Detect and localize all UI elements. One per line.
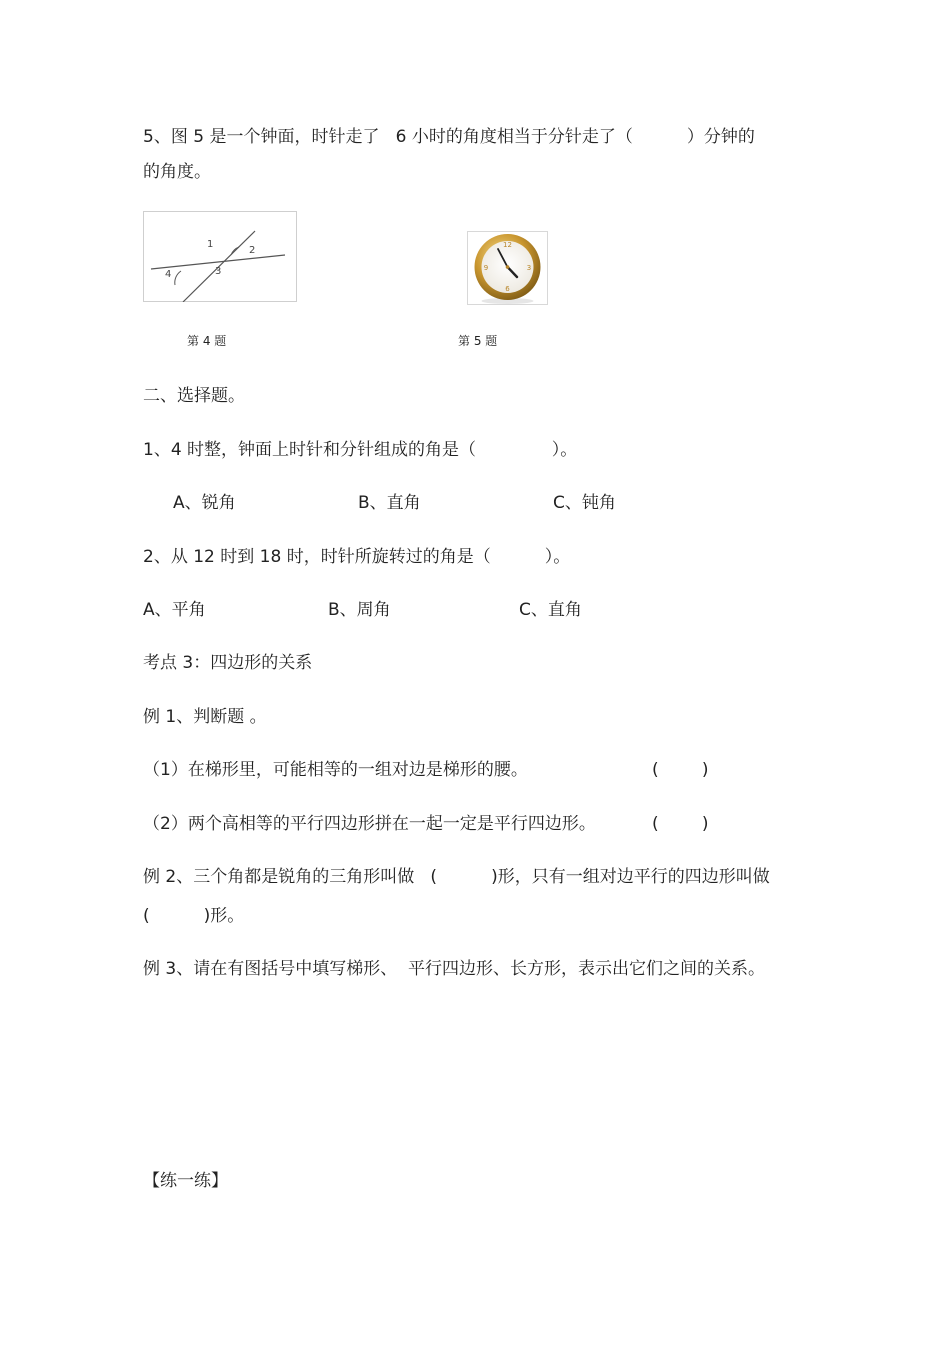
choice-question-2: 2、从 12 时到 18 时，时针所旋转过的角是（ ）。 xyxy=(143,547,571,567)
question-5-line1: 5、图 5 是一个钟面，时针走了 6 小时的角度相当于分针走了（ ）分钟的 xyxy=(143,127,755,147)
choice-1-option-c: C、钝角 xyxy=(553,493,616,513)
angle-label-4: 4 xyxy=(165,269,172,280)
example-1-item-2-answer-paren: ( ) xyxy=(652,814,709,834)
angle-label-1: 1 xyxy=(207,239,214,250)
choice-1-option-b: B、直角 xyxy=(358,493,421,513)
example-2-line1: 例 2、三个角都是锐角的三角形叫做 ( )形，只有一组对边平行的四边形叫做 xyxy=(143,867,770,887)
choice-question-1: 1、4 时整，钟面上时针和分针组成的角是（ ）。 xyxy=(143,440,578,460)
example-2-line2: ( )形。 xyxy=(143,906,245,926)
figure-5-clock xyxy=(467,231,548,305)
question-5-line2: 的角度。 xyxy=(143,162,211,182)
practice-heading: 【练一练】 xyxy=(143,1171,228,1191)
figure-4-angles-diagram xyxy=(143,211,297,302)
figure-4-caption: 第 4 题 xyxy=(187,334,227,348)
section-heading-choice: 二、选择题。 xyxy=(143,386,245,406)
choice-2-option-b: B、周角 xyxy=(328,600,391,620)
angle-label-2: 2 xyxy=(249,245,256,256)
clock-image xyxy=(467,231,548,305)
example-1-item-1-answer-paren: ( ) xyxy=(652,760,709,780)
angle-label-3: 3 xyxy=(215,266,222,277)
point-3-heading: 考点 3：四边形的关系 xyxy=(143,653,313,673)
example-1-heading: 例 1、判断题 。 xyxy=(143,707,267,727)
choice-2-option-a: A、平角 xyxy=(143,600,206,620)
angles-lines-image xyxy=(143,211,297,302)
choice-2-option-c: C、直角 xyxy=(519,600,582,620)
choice-1-option-a: A、锐角 xyxy=(173,493,236,513)
dial-number-12: 12 xyxy=(503,241,512,249)
example-1-item-2: （2）两个高相等的平行四边形拼在一起一定是平行四边形。 xyxy=(143,814,596,834)
figure-5-caption: 第 5 题 xyxy=(458,334,498,348)
example-1-item-1: （1）在梯形里，可能相等的一组对边是梯形的腰。 xyxy=(143,760,528,780)
example-3-line: 例 3、请在有图括号中填写梯形、 平行四边形、长方形，表示出它们之间的关系。 xyxy=(143,959,766,979)
dial-number-9: 9 xyxy=(483,264,489,272)
dial-number-3: 3 xyxy=(526,264,532,272)
dial-number-6: 6 xyxy=(505,285,510,293)
